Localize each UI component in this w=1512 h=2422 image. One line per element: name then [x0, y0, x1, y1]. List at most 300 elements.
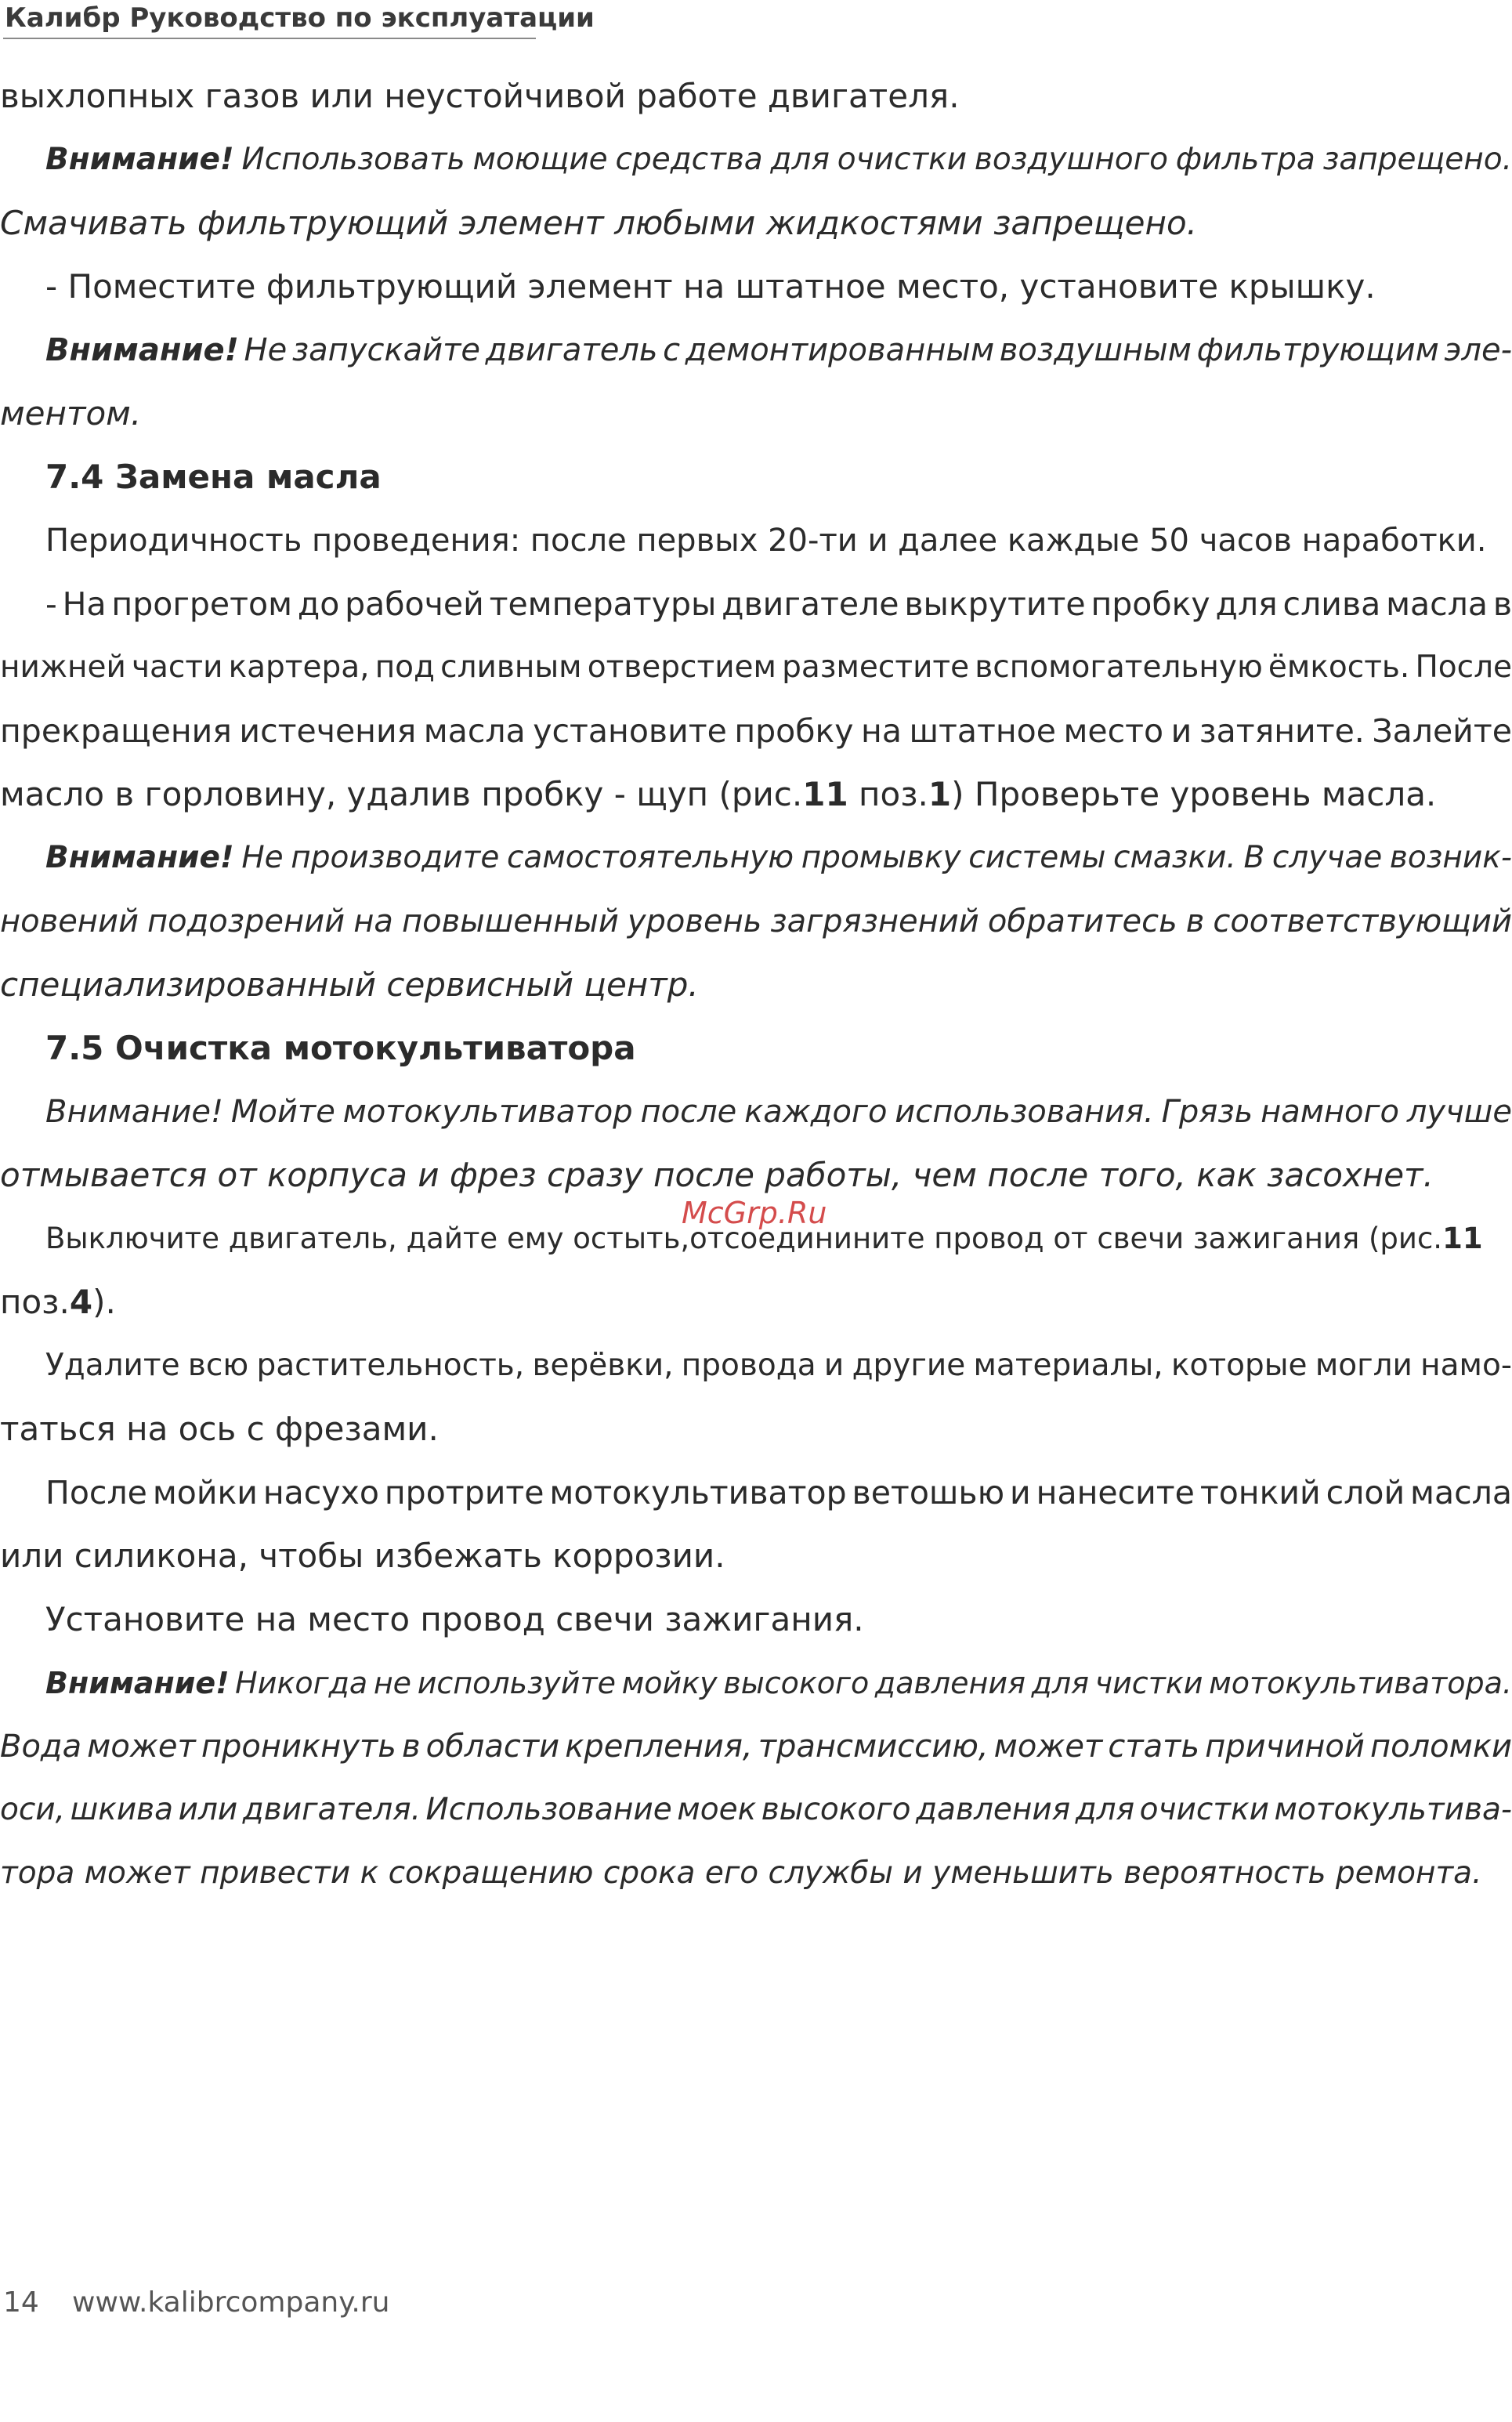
- word: [565, 1724, 752, 1769]
- word: [239, 708, 416, 754]
- word: [1415, 645, 1512, 690]
- word: [345, 581, 484, 627]
- text-run: пробку: [734, 712, 854, 750]
- text-run: тора может привести к сокращению срока его службы и уменьшить вероятность ремонта.: [0, 1855, 1482, 1891]
- text-run: стать: [1108, 1729, 1200, 1765]
- text-run: после: [640, 1094, 737, 1130]
- text-run: трансмиссию,: [758, 1729, 989, 1765]
- text-run: на: [861, 712, 902, 750]
- text-run: или: [178, 1792, 238, 1827]
- text-run: производите: [291, 840, 500, 875]
- text-run: Вода: [0, 1729, 82, 1765]
- word: [682, 1343, 816, 1388]
- text-run: таться на ось с фрезами.: [0, 1410, 439, 1448]
- word: [241, 835, 283, 881]
- text-run: Внимание!: [45, 332, 239, 368]
- text-run: ментом.: [0, 394, 142, 433]
- word: [188, 1343, 248, 1388]
- word: [722, 581, 899, 627]
- word: [0, 899, 139, 944]
- text-run: Внимание!: [45, 1094, 224, 1130]
- word: [782, 645, 969, 690]
- word: [1243, 835, 1264, 881]
- text-run: двигателе: [722, 585, 899, 623]
- text-run: использования.: [895, 1094, 1154, 1130]
- text-line: [0, 264, 1512, 310]
- text-run: для: [770, 142, 830, 177]
- text-run: для: [1215, 585, 1278, 623]
- text-run: масла: [423, 712, 526, 750]
- word: [588, 645, 776, 690]
- text-run: Грязь: [1161, 1094, 1253, 1130]
- word: [374, 1660, 411, 1706]
- text-run: новений: [0, 903, 139, 939]
- word: [1076, 1787, 1134, 1833]
- word: [298, 581, 339, 627]
- watermark: McGrp.Ru: [682, 1196, 827, 1230]
- text-run: слой: [1326, 1474, 1405, 1511]
- text-run: причиной: [1205, 1729, 1365, 1765]
- text-run: сливным: [440, 650, 582, 685]
- text-run: лучше: [1406, 1094, 1512, 1130]
- word: [909, 708, 1056, 754]
- text-run: Не: [241, 840, 284, 875]
- text-run: тонкий: [1199, 1474, 1321, 1511]
- text-run: картера,: [228, 650, 370, 685]
- text-run: двигателя.: [242, 1792, 421, 1827]
- word: [1171, 1343, 1308, 1388]
- word: [1386, 581, 1488, 627]
- text-run: После: [45, 1474, 147, 1511]
- text-run: в: [401, 1729, 421, 1765]
- word: [179, 1787, 238, 1833]
- text-run: до: [297, 585, 340, 623]
- word: [71, 1787, 173, 1833]
- text-run: провода: [681, 1348, 816, 1383]
- word: [1205, 1724, 1365, 1769]
- text-run: растительность,: [256, 1348, 525, 1383]
- text-run: затяните.: [1199, 712, 1365, 750]
- text-run: на: [353, 903, 393, 939]
- text-run: в: [1492, 585, 1512, 623]
- word: [242, 137, 465, 183]
- word: [229, 645, 370, 690]
- warning-line: [0, 1851, 1512, 1896]
- word: [1272, 835, 1382, 881]
- text-run: эле-: [1444, 332, 1512, 368]
- text-run: После: [1415, 650, 1512, 685]
- text-run: самостоятельную: [506, 840, 794, 875]
- text-run: Внимание!: [45, 840, 234, 875]
- text-run: соответствующий: [1213, 903, 1512, 939]
- text-run: используйте: [417, 1666, 616, 1700]
- text-run: крепления,: [565, 1729, 753, 1765]
- word: [1091, 581, 1210, 627]
- word: [490, 581, 717, 627]
- text-line: [0, 1343, 1512, 1388]
- text-run: рабочей: [345, 585, 484, 623]
- text-run: мотокультива-: [1274, 1792, 1512, 1827]
- warning-line: [0, 899, 1512, 944]
- word: [1420, 1343, 1512, 1388]
- text-run: мойку: [621, 1666, 718, 1700]
- text-run: и: [1010, 1474, 1031, 1511]
- word: [628, 899, 761, 944]
- word: [1372, 708, 1512, 754]
- text-run: насухо: [262, 1474, 379, 1511]
- word: [685, 328, 994, 373]
- text-run: выкрутите: [904, 585, 1086, 623]
- text-run: 4: [69, 1283, 93, 1321]
- text-run: может: [87, 1729, 196, 1765]
- text-run: не: [373, 1666, 412, 1700]
- text-run: для: [1075, 1792, 1135, 1827]
- text-run: в: [1185, 903, 1205, 939]
- text-run: ёмкость.: [1268, 650, 1410, 685]
- text-run: мотокультиватор: [549, 1474, 847, 1511]
- text-run: ) Проверьте уровень масла.: [951, 775, 1437, 813]
- section-heading: [0, 454, 1512, 500]
- word: [852, 1470, 1005, 1515]
- word: [616, 137, 763, 183]
- text-run: и: [1170, 712, 1192, 750]
- warning-line: [0, 835, 1512, 881]
- text-run: высокого: [761, 1792, 911, 1827]
- word: [904, 581, 1085, 627]
- text-run: На: [62, 585, 107, 623]
- text-run: может: [993, 1729, 1103, 1765]
- text-line: [0, 645, 1512, 690]
- text-line: [0, 708, 1512, 754]
- word: [916, 1787, 1070, 1833]
- word: [231, 1089, 335, 1135]
- text-run: повышенный: [401, 903, 619, 939]
- word: [1032, 1660, 1089, 1706]
- text-run: Использовать: [241, 142, 465, 177]
- word: [1036, 1470, 1195, 1515]
- word: [1199, 708, 1365, 754]
- word: [533, 708, 727, 754]
- text-run: оси,: [0, 1792, 66, 1827]
- word: [111, 581, 292, 627]
- word: [1407, 1089, 1512, 1135]
- text-run: области: [425, 1729, 560, 1765]
- word: [1209, 1660, 1512, 1706]
- text-run: прекращения: [0, 712, 232, 750]
- text-run: вспомогательную: [975, 650, 1263, 685]
- text-run: с: [663, 332, 681, 368]
- word: [761, 1787, 911, 1833]
- text-run: мотокультиватор: [342, 1094, 633, 1130]
- text-run: другие: [852, 1348, 966, 1383]
- text-run: слива: [1282, 585, 1381, 623]
- text-run: возник-: [1389, 840, 1512, 875]
- text-run: для: [1031, 1666, 1090, 1700]
- word: [0, 1787, 65, 1833]
- text-line: [0, 1406, 1512, 1452]
- warning-line: [0, 201, 1512, 246]
- text-run: нижней: [0, 650, 126, 685]
- text-run: системы: [968, 840, 1106, 875]
- word: [1197, 328, 1439, 373]
- text-run: штатное: [909, 712, 1056, 750]
- section-heading: [0, 1026, 1512, 1071]
- word: [1323, 137, 1512, 183]
- word: [988, 899, 1177, 944]
- text-run: всю: [187, 1348, 249, 1383]
- word: [975, 645, 1263, 690]
- text-run: Удалите: [45, 1348, 180, 1383]
- text-line: [0, 1597, 1512, 1642]
- word: [1171, 708, 1192, 754]
- word: [1213, 899, 1512, 944]
- text-run: высокого: [723, 1666, 870, 1700]
- word: [45, 328, 239, 373]
- word: [824, 1343, 844, 1388]
- word: [1010, 1470, 1031, 1515]
- word: [486, 328, 658, 373]
- text-run: очистки: [837, 142, 968, 177]
- word: [0, 1724, 81, 1769]
- text-run: 7.5 Очистка мотокультиватора: [45, 1029, 636, 1067]
- text-run: подозрений: [147, 903, 345, 939]
- header-title: Калибр Руководство по эксплуатации: [5, 2, 595, 34]
- word: [1108, 1724, 1199, 1769]
- word: [974, 1343, 1163, 1388]
- text-run: Мойте: [230, 1094, 335, 1130]
- word: [0, 645, 126, 690]
- word: [1493, 581, 1512, 627]
- word: [385, 1470, 544, 1515]
- word: [532, 1343, 673, 1388]
- word: [734, 708, 853, 754]
- page-header: [3, 0, 595, 39]
- text-run: поз.: [0, 1283, 70, 1321]
- word: [968, 835, 1105, 881]
- text-run: под: [374, 650, 436, 685]
- word: [895, 1089, 1154, 1135]
- word: [472, 137, 607, 183]
- word: [45, 1660, 230, 1706]
- word: [243, 1787, 421, 1833]
- word: [1216, 581, 1278, 627]
- word: [640, 1089, 736, 1135]
- word: [0, 708, 232, 754]
- word: [677, 1787, 756, 1833]
- text-run: В: [1243, 840, 1265, 875]
- text-run: шкива: [70, 1792, 174, 1827]
- text-line: [0, 1470, 1512, 1515]
- word: [507, 835, 794, 881]
- text-run: Периодичность проведения: после первых 20-ти и далее каждые 50 часов наработки.: [45, 523, 1487, 559]
- word: [418, 1660, 616, 1706]
- text-run: Никогда: [235, 1666, 368, 1700]
- word: [45, 1470, 147, 1515]
- word: [837, 137, 967, 183]
- text-run: 11: [1442, 1222, 1483, 1255]
- warning-line: [0, 962, 1512, 1008]
- word: [1283, 581, 1381, 627]
- word: [771, 137, 830, 183]
- word: [1261, 1089, 1399, 1135]
- word: [1162, 1089, 1253, 1135]
- text-run: Выключите двигатель, дайте ему остыть,отсоединините провод от свечи зажигания (рис.: [45, 1222, 1443, 1255]
- text-run: масло в горловину, удалив пробку - щуп (рис.: [0, 775, 803, 813]
- word: [663, 328, 680, 373]
- text-line: [0, 1533, 1512, 1579]
- text-run: средства: [615, 142, 763, 177]
- text-run: которые: [1170, 1348, 1308, 1383]
- word: [45, 581, 57, 627]
- text-run: или силикона, чтобы избежать коррозии.: [0, 1537, 725, 1575]
- word: [1268, 645, 1409, 690]
- word: [758, 1724, 989, 1769]
- word: [426, 1787, 672, 1833]
- word: [45, 1089, 223, 1135]
- text-run: разместите: [782, 650, 970, 685]
- text-run: части: [131, 650, 223, 685]
- text-run: намо-: [1420, 1348, 1512, 1383]
- text-run: намного: [1261, 1094, 1400, 1130]
- word: [1370, 1724, 1512, 1769]
- word: [875, 1660, 1025, 1706]
- word: [1063, 708, 1163, 754]
- text-run: температуры: [489, 585, 717, 623]
- text-run: проникнуть: [201, 1729, 396, 1765]
- word: [1140, 1787, 1269, 1833]
- text-run: моек: [677, 1792, 757, 1827]
- word: [87, 1724, 196, 1769]
- text-run: прогретом: [111, 585, 293, 623]
- word: [1315, 1343, 1413, 1388]
- word: [292, 328, 480, 373]
- text-run: Залейте: [1372, 712, 1512, 750]
- word: [291, 835, 499, 881]
- warning-line: [0, 1660, 1512, 1706]
- text-run: протрите: [384, 1474, 544, 1511]
- text-line: [0, 1280, 1512, 1325]
- text-run: ).: [92, 1283, 116, 1321]
- text-run: 11: [802, 775, 848, 813]
- text-run: смазки.: [1113, 840, 1236, 875]
- warning-line: [0, 1724, 1512, 1769]
- text-run: мойки: [152, 1474, 258, 1511]
- word: [770, 899, 978, 944]
- warning-line: [0, 328, 1512, 373]
- text-run: загрязнений: [770, 903, 979, 939]
- page-number: 14: [3, 2286, 39, 2319]
- word: [975, 137, 1168, 183]
- text-run: истечения: [239, 712, 417, 750]
- word: [1200, 1470, 1321, 1515]
- text-run: Использование: [425, 1792, 672, 1827]
- word: [1326, 1470, 1405, 1515]
- text-run: давления: [874, 1666, 1025, 1700]
- word: [861, 708, 902, 754]
- word: [801, 835, 961, 881]
- text-run: двигатель: [485, 332, 658, 368]
- text-run: запускайте: [291, 332, 481, 368]
- warning-line: [0, 1787, 1512, 1833]
- text-run: 7.4 Замена масла: [45, 458, 382, 496]
- text-run: выхлопных газов или неустойчивой работе двигателя.: [0, 77, 960, 115]
- word: [1000, 328, 1192, 373]
- text-run: воздушным: [999, 332, 1192, 368]
- text-run: поз.: [848, 775, 928, 813]
- text-line: [0, 581, 1512, 627]
- text-run: и: [823, 1348, 845, 1383]
- footer-url: www.kalibrcompany.ru: [72, 2286, 390, 2319]
- text-run: нанесите: [1036, 1474, 1195, 1511]
- text-run: случае: [1271, 840, 1383, 875]
- text-run: место: [1063, 712, 1164, 750]
- text-run: -: [45, 585, 57, 623]
- text-run: фильтрующим: [1196, 332, 1439, 368]
- word: [402, 1724, 421, 1769]
- text-run: масла: [1410, 1474, 1512, 1511]
- word: [1444, 328, 1512, 373]
- text-run: воздушного: [974, 142, 1168, 177]
- text-run: чистки: [1094, 1666, 1203, 1700]
- text-run: каждого: [744, 1094, 888, 1130]
- text-run: - Поместите фильтрующий элемент на штатное место, установите крышку.: [45, 267, 1376, 306]
- word: [375, 645, 435, 690]
- text-run: фильтра: [1175, 142, 1315, 177]
- text-run: обратитесь: [987, 903, 1177, 939]
- text-run: верёвки,: [532, 1348, 674, 1383]
- text-run: поломки: [1369, 1729, 1512, 1765]
- text-run: специализированный сервисный центр.: [0, 965, 699, 1004]
- word: [426, 1724, 560, 1769]
- warning-line: [0, 1153, 1512, 1198]
- word: [1176, 137, 1315, 183]
- word: [1186, 899, 1205, 944]
- word: [132, 645, 222, 690]
- text-run: запрещено.: [1322, 142, 1512, 177]
- text-run: материалы,: [973, 1348, 1163, 1383]
- word: [256, 1343, 524, 1388]
- text-run: ветошью: [852, 1474, 1005, 1511]
- word: [353, 899, 393, 944]
- word: [994, 1724, 1103, 1769]
- warning-line: [0, 391, 1512, 436]
- word: [1410, 1470, 1512, 1515]
- text-run: очистки: [1139, 1792, 1269, 1827]
- text-run: Смачивать фильтрующий элемент любыми жидкостями запрещено.: [0, 204, 1198, 242]
- text-run: давления: [916, 1792, 1071, 1827]
- text-run: пробку: [1091, 585, 1210, 623]
- text-run: промывку: [801, 840, 961, 875]
- warning-line: [0, 137, 1512, 183]
- text-line: [0, 74, 1512, 119]
- word: [147, 899, 345, 944]
- warning-line: [0, 1089, 1512, 1135]
- word: [1390, 835, 1512, 881]
- word: [263, 1470, 379, 1515]
- text-run: Не: [244, 332, 288, 368]
- word: [1274, 1787, 1511, 1833]
- text-run: могли: [1315, 1348, 1413, 1383]
- text-run: 1: [928, 775, 952, 813]
- text-run: моющие: [472, 142, 608, 177]
- text-run: установите: [533, 712, 727, 750]
- word: [1095, 1660, 1203, 1706]
- word: [235, 1660, 367, 1706]
- text-run: масла: [1386, 585, 1488, 623]
- word: [1113, 835, 1236, 881]
- word: [153, 1470, 258, 1515]
- text-run: уровень: [627, 903, 762, 939]
